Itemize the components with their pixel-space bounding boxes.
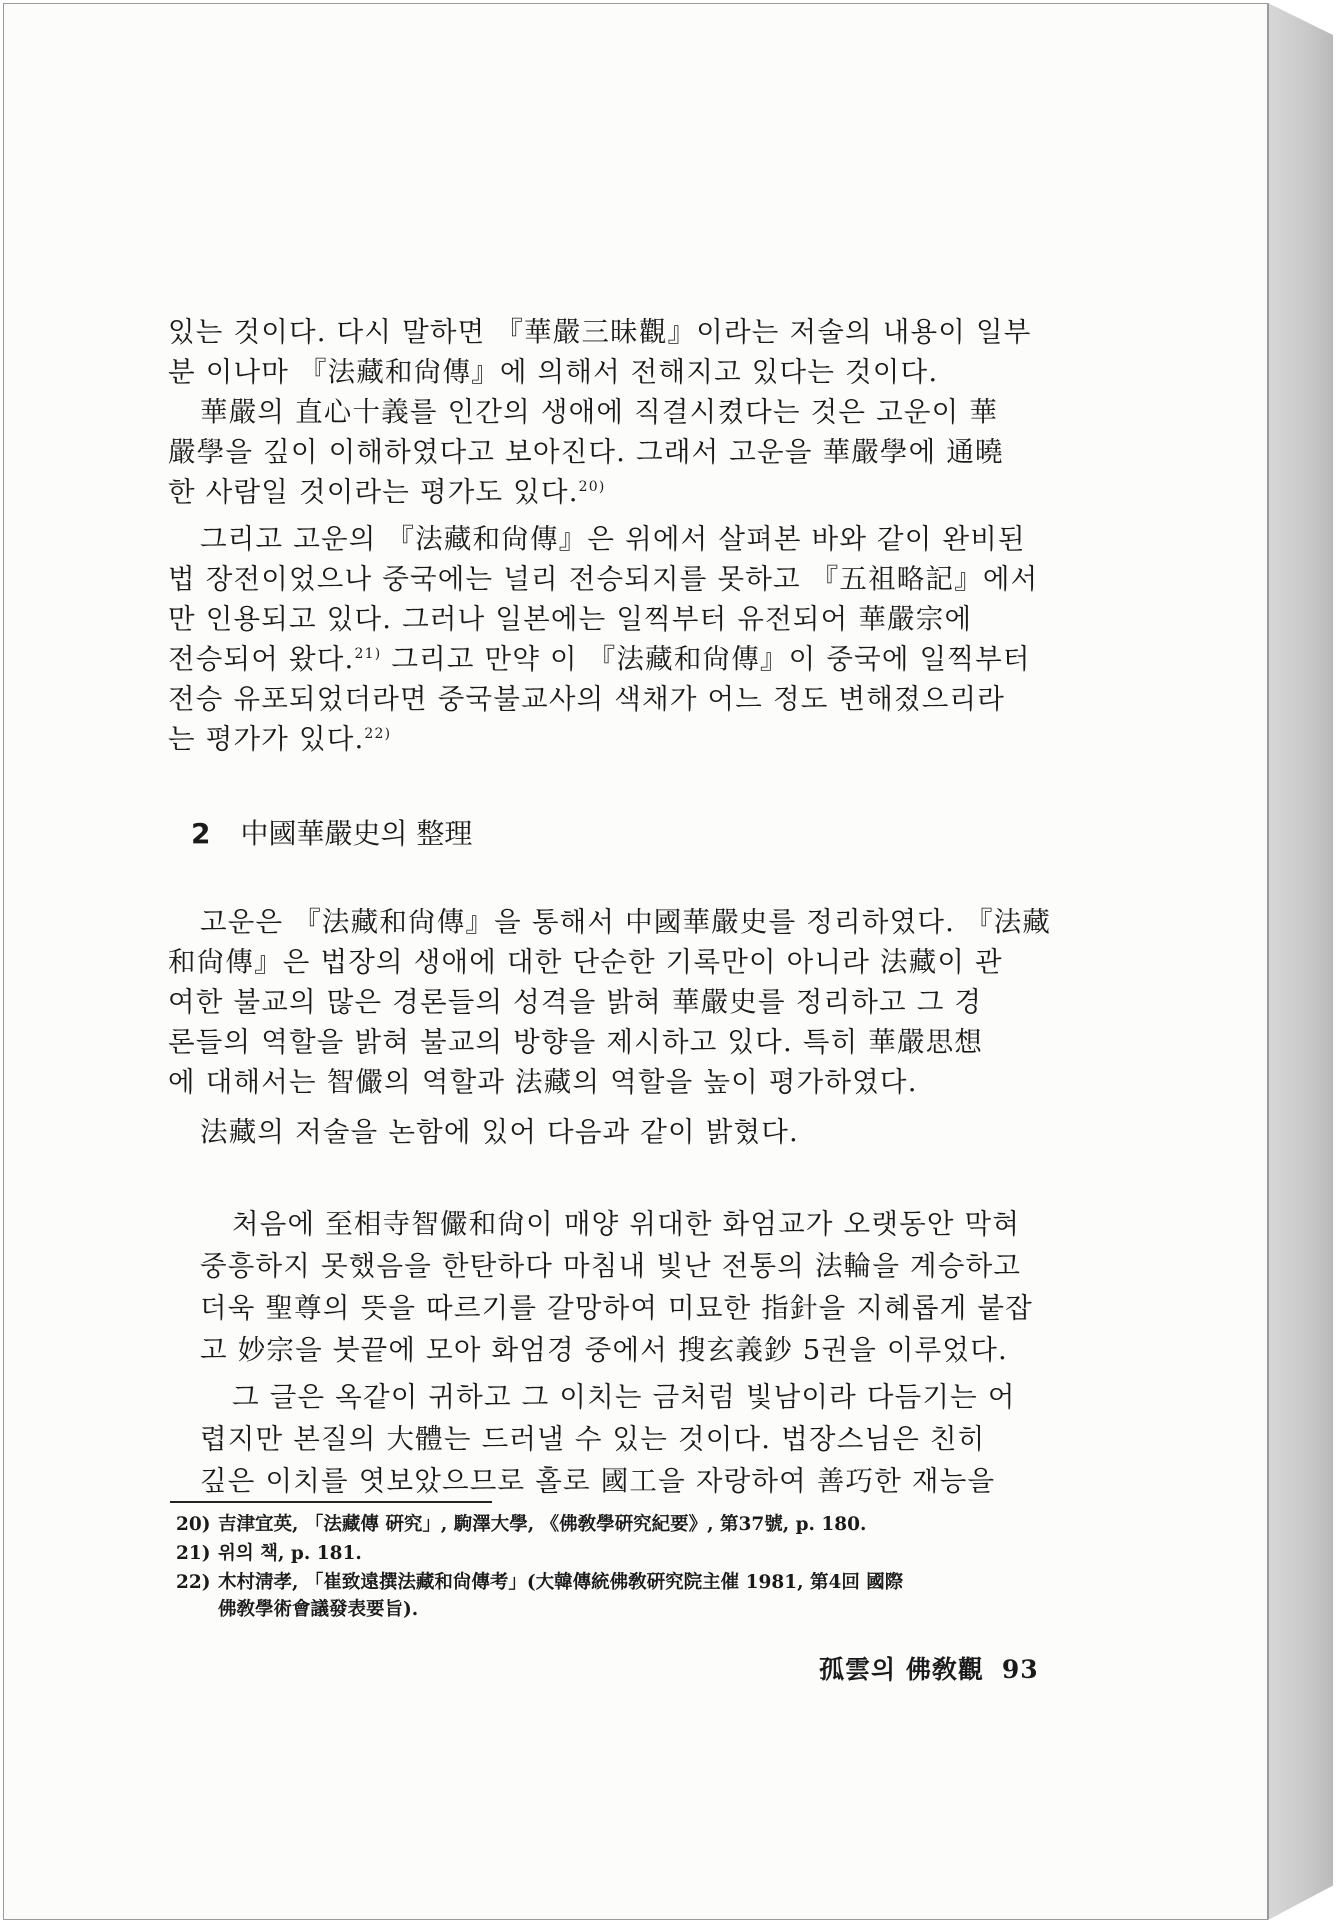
quote-line: 그 글은 옥같이 귀하고 그 이치는 금처럼 빛남이라 다듬기는 어	[232, 1381, 1016, 1413]
body-line: 法藏의 저술을 논함에 있어 다음과 같이 밝혔다.	[200, 1116, 799, 1148]
footnote	[176, 1541, 362, 1567]
footnote-number: 20)	[176, 1514, 211, 1535]
footer-title: 孤雲의 佛敎觀	[819, 1655, 984, 1684]
body-line: 여한 불교의 많은 경론들의 성격을 밝혀 華嚴史를 정리하고 그 경	[168, 986, 983, 1018]
footnote	[176, 1512, 866, 1538]
page-edge-shadow	[1268, 3, 1333, 1920]
quote-line: 고 妙宗을 붓끝에 모아 화엄경 중에서 搜玄義鈔 5권을 이루었다.	[200, 1334, 1008, 1366]
body-line: 있는 것이다. 다시 말하면 『華嚴三昧觀』이라는 저술의 내용이 일부	[168, 316, 1032, 348]
footnote-number: 22)	[176, 1572, 211, 1593]
page-number: 93	[1001, 1655, 1039, 1684]
quote-line: 렵지만 본질의 大體는 드러낼 수 있는 것이다. 법장스님은 친히	[200, 1423, 986, 1455]
quote-line: 깊은 이치를 엿보았으므로 홀로 國工을 자랑하여 善巧한 재능을	[200, 1465, 996, 1497]
footnote-ref: 21)	[354, 645, 382, 662]
body-line: 嚴學을 깊이 이해하였다고 보아진다. 그래서 고운을 華嚴學에 通曉	[168, 436, 1004, 468]
footnote-ref: 20)	[578, 478, 606, 495]
body-line: 법 장전이었으나 중국에는 널리 전승되지를 못하고 『五祖略記』에서	[168, 563, 1039, 595]
body-line: 전승되어 왔다.$^{21)}$ 그리고 만약 이 『法藏和尙傳』이 중국에 일찍부터	[168, 643, 1031, 675]
section-number: 2	[191, 817, 211, 850]
body-line: 론들의 역할을 밝혀 불교의 방향을 제시하고 있다. 특히 華嚴思想	[168, 1026, 984, 1058]
body-line: 한 사람일 것이라는 평가도 있다.$^{20)}$	[168, 476, 606, 508]
footnote-text: 위의 책, p. 181.	[218, 1543, 362, 1564]
page-sheet	[3, 3, 1268, 1920]
quote-line: 처음에 至相寺智儼和尙이 매양 위대한 화엄교가 오랫동안 막혀	[232, 1208, 1021, 1240]
body-line: 에 대해서는 智儼의 역할과 法藏의 역할을 높이 평가하였다.	[168, 1066, 918, 1098]
footnote-continuation: 佛敎學術會議發表要旨).	[218, 1599, 419, 1620]
body-line: 는 평가가 있다.$^{22)}$	[168, 723, 392, 755]
footnote-number: 21)	[176, 1543, 211, 1564]
body-line: 전승 유포되었더라면 중국불교사의 색채가 어느 정도 변해졌으리라	[168, 683, 1006, 715]
running-footer	[819, 1654, 1039, 1686]
page-body	[4, 4, 1269, 1921]
quote-line: 더욱 聖尊의 뜻을 따르기를 갈망하여 미묘한 指針을 지혜롭게 붙잡	[200, 1292, 1033, 1324]
body-line: 그리고 고운의 『法藏和尙傳』은 위에서 살펴본 바와 같이 완비된	[200, 523, 1026, 555]
quote-line: 중흥하지 못했음을 한탄하다 마침내 빛난 전통의 法輪을 계승하고	[200, 1250, 1022, 1282]
footnote-divider	[170, 1501, 492, 1503]
footnote	[176, 1570, 903, 1596]
footnote-text: 吉津宜英, 「法藏傳 硏究」, 駒澤大學, 《佛敎學硏究紀要》, 第37號, p. 180.	[218, 1514, 867, 1535]
section-heading	[191, 816, 472, 852]
body-line: 만 인용되고 있다. 그러나 일본에는 일찍부터 유전되어 華嚴宗에	[168, 603, 973, 635]
footnote-text: 木村淸孝, 「崔致遠撰法藏和尙傳考」(大韓傳統佛敎硏究院主催 1981, 第4回 國際	[218, 1572, 904, 1593]
body-line: 和尙傳』은 법장의 생애에 대한 단순한 기록만이 아니라 法藏이 관	[168, 946, 1003, 978]
footnote-ref: 22)	[364, 725, 392, 742]
body-line: 분 이나마 『法藏和尙傳』에 의해서 전해지고 있다는 것이다.	[168, 356, 939, 388]
body-line: 華嚴의 直心十義를 인간의 생애에 직결시켰다는 것은 고운이 華	[200, 396, 999, 428]
body-line: 고운은 『法藏和尙傳』을 통해서 中國華嚴史를 정리하였다. 『法藏	[200, 906, 1052, 938]
section-title: 中國華嚴史의 整理	[240, 817, 473, 850]
